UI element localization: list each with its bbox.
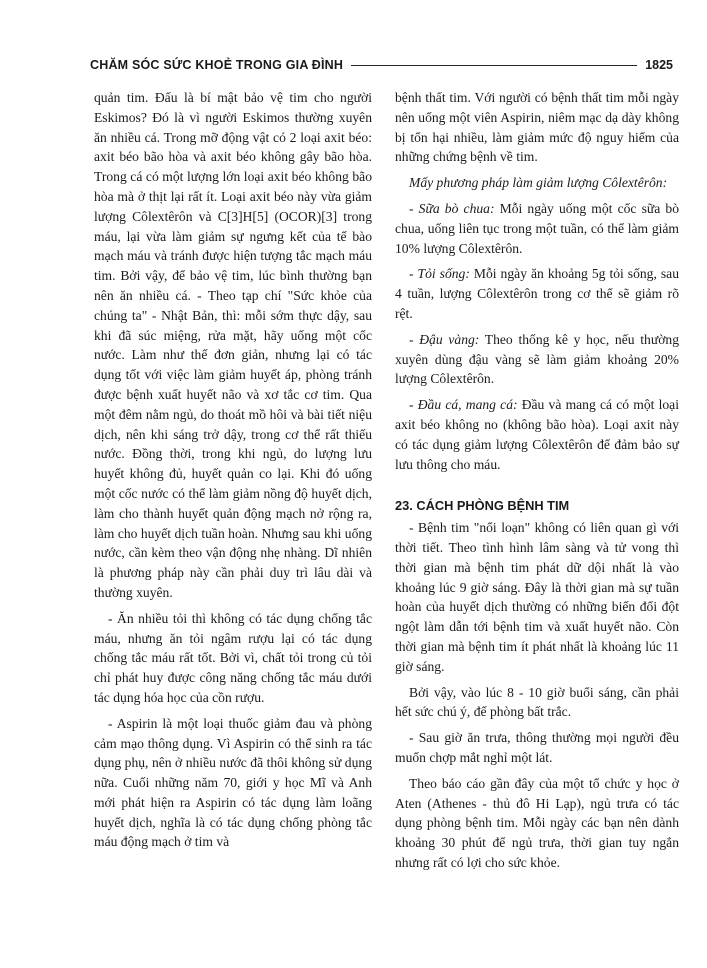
page-number: 1825 bbox=[645, 58, 673, 72]
section-paragraph-3: - Sau giờ ăn trưa, thông thường mọi người đều muốn chợp mắt nghỉ một lát. bbox=[395, 730, 679, 765]
method-item-fish-head bbox=[395, 395, 679, 474]
section-paragraph-2: Bởi vậy, vào lúc 8 - 10 giờ buổi sáng, cần phải hết sức chú ý, để phòng bất trắc. bbox=[395, 684, 679, 720]
header-rule bbox=[351, 65, 637, 66]
method-text: Mỗi ngày uống một cốc sữa bò chua, uống liên tục trong một tuần, có thể làm giảm 10% lượng Côlextêrôn. bbox=[395, 200, 679, 256]
header-title: CHĂM SÓC SỨC KHOẺ TRONG GIA ĐÌNH bbox=[90, 58, 344, 72]
right-column bbox=[395, 88, 679, 873]
methods-title: Mấy phương pháp làm giảm lượng Côlextêrôn: bbox=[409, 175, 668, 191]
method-label: - Đậu vàng: bbox=[409, 331, 480, 347]
method-label: - Đầu cá, mang cá: bbox=[409, 397, 518, 413]
section-paragraph-1: - Bệnh tim "nổi loạn" không có liên quan gì với thời tiết. Theo tình hình lâm sàng và tử vong thì thời gian mà bệnh tim phát dữ dội nhất là vào khoảng lúc 9 giờ sáng. Đây là thời gian mà sự tuần hoàn của huyết dịch thường có những biến đổi đột ngột làm dẫn tới bệnh tim và xuất huyết não. Còn thời gian mà bệnh tim ít phát nhất là khoảng lúc 11 giờ sáng. bbox=[395, 520, 679, 674]
section-paragraph-4: Theo báo cáo gần đây của một tổ chức y học ở Aten (Athenes - thủ đô Hi Lạp), ngủ trưa có tác dụng phòng bệnh tim. Mỗi ngày các bạn nên dành khoảng 30 phút để ngủ trưa, thời gian tuy ngắn nhưng rất có lợi cho sức khỏe. bbox=[395, 775, 679, 870]
method-item-garlic bbox=[395, 264, 679, 323]
method-text: Đầu và mang cá có một loại axit béo không no (không bão hòa). Loại axit này có tác dụng giảm lượng Côlextêrôn để đảm bảo sự lưu thông cho máu. bbox=[395, 397, 679, 472]
right-paragraph-1: bệnh thất tim. Với người có bệnh thất tim mỗi ngày nên uống một viên Aspirin, niêm mạc dạ dày không bị tổn hại nhiều, làm giảm mức độ nguy hiểm của những chứng bệnh về tim. bbox=[395, 90, 679, 165]
method-text: Mỗi ngày ăn khoảng 5g tỏi sống, sau 4 tuần, lượng Côlextêrôn trong cơ thể sẽ giảm rõ rệt. bbox=[395, 266, 680, 321]
running-header bbox=[90, 56, 673, 74]
method-label: - Tỏi sống: bbox=[409, 266, 470, 282]
method-item-yogurt bbox=[395, 199, 679, 258]
method-item-soybean bbox=[395, 330, 679, 389]
method-text: Theo thống kê y học, nếu thường xuyên dùng đậu vàng sẽ làm giảm khoảng 20% lượng Côlextêrôn. bbox=[395, 331, 679, 387]
left-paragraph-2: - Ăn nhiều tỏi thì không có tác dụng chống tắc máu, nhưng ăn tỏi ngâm rượu lại có tác dụng chống tắc máu rất tốt. Bởi vì, chất tỏi trong củ tỏi chỉ phát huy được công năng chống tắc máu dưới tác dụng hóa học của cồn rượu. bbox=[94, 610, 372, 705]
left-paragraph-3: - Aspirin là một loại thuốc giảm đau và phòng cảm mạo thông dụng. Vì Aspirin có thể sinh ra tác dụng phụ, nên ở nhiều nước đã thôi không sử dụng nữa. Cuối những năm 70, giới y học Mĩ và Anh mới phát hiện ra Aspirin có tác dụng làm loãng huyết dịch, nghĩa là có tác dụng chống phòng tắc máu động mạch ở tim và bbox=[94, 715, 372, 850]
method-label: - Sữa bò chua: bbox=[409, 200, 495, 216]
left-column bbox=[94, 88, 372, 852]
section-heading: 23. CÁCH PHÒNG BỆNH TIM bbox=[395, 498, 570, 514]
left-paragraph-1: quản tim. Đấu là bí mật bảo vệ tim cho người Eskimos? Đó là vì người Eskimos thường xuyên ăn nhiều cá. Trong mỡ động vật có 2 loại axit béo: axit béo bão hòa và axit béo không gây bão hòa. Trong cá có một lượng lớn loại axit béo không bão hòa mà ở thịt lại rất ít. Loại axit béo này vừa giảm lượng Côlextêrôn và C[3]H[5] (OCOR)[3] trong máu, lại vừa làm giảm sự ngưng kết của tế bào mạch máu và tránh được hiện tượng tắc mạch máu tim. Bởi vậy, để bảo vệ tim, lúc bình thường bạn nên ăn nhiều cá. - Theo tạp chí "Sức khỏe của chúng ta" - Nhật Bản, thì: mỗi sớm thực dậy, sau khi đã súc miệng, rửa mặt, hãy uống một cốc nước. Làm như thế đơn giản, nhưng lại có tác dụng tốt với việc làm giảm huyết áp, phòng tránh được bệnh xuất huyết não và xơ tắc cơ tim. Qua một đêm nằm ngủ, do thoát mồ hôi và bài tiết niệu dịch, nên khi sáng trở dậy, trong cơ thể rất thiếu nước. Đồng thời, trong khi ngủ, do lượng lưu huyết không đủ, huyết quản co lại. Khi đó uống một cốc nước có thể làm giảm nồng độ huyết dịch, làm cho thành huyết quản động mạch nở rộng ra, làm cho huyết dịch tuần hoàn. Nhưng sau khi uống nước, cần kèm theo vận động nhẹ nhàng. Dĩ nhiên là phương pháp này cần phải duy trì lâu dài và thường xuyên. bbox=[94, 90, 372, 600]
